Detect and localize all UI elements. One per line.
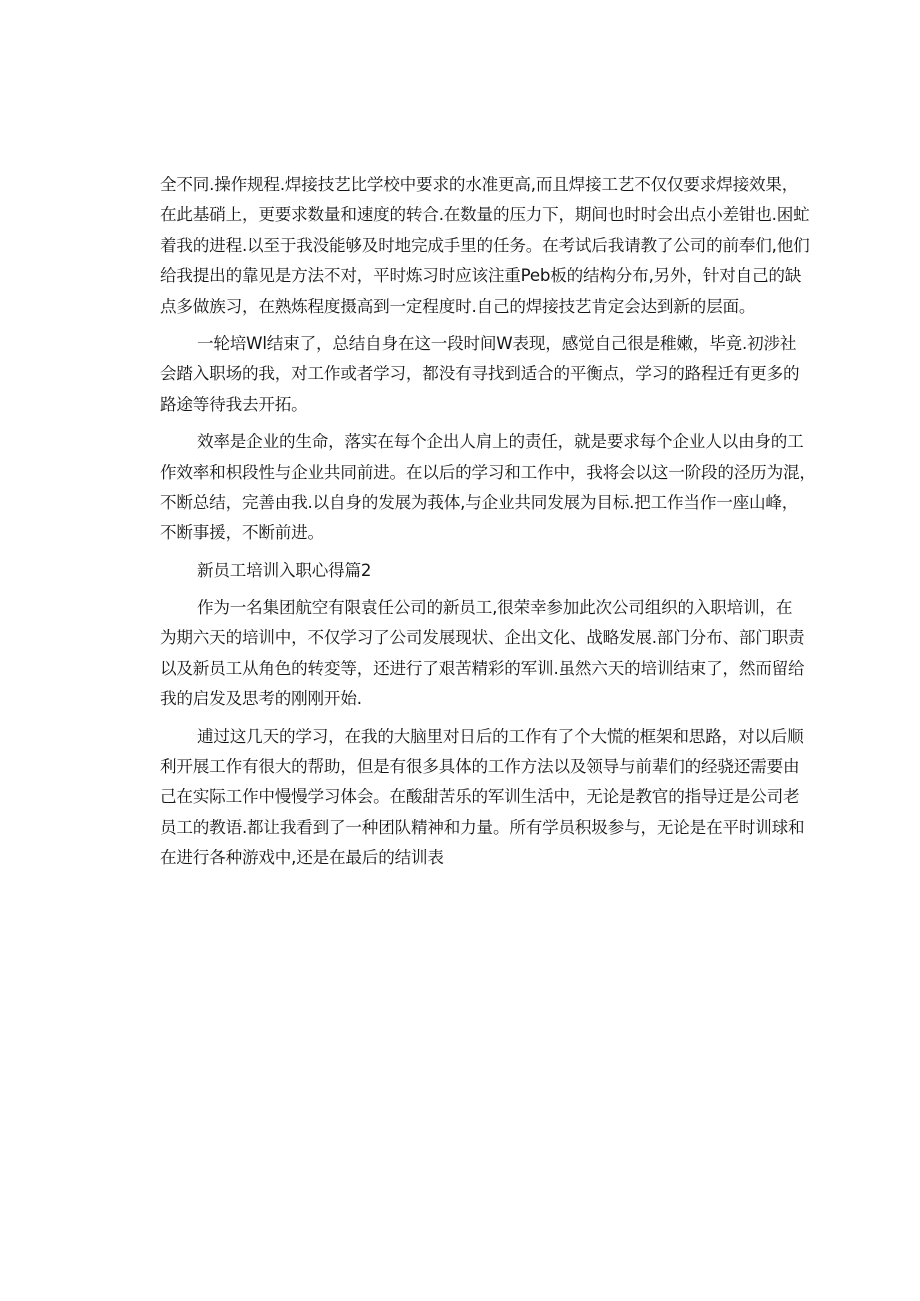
text-line: 给我提出的靠见是方法不对，平时炼习时应该注重Peb板的结构分布,另外，针对自己的缺 (160, 266, 802, 286)
section-heading (160, 556, 780, 586)
text-line: 员工的教语.都让我看到了一种团队精神和力量。所有学员积圾参与，无论是在平时训球和 (160, 817, 805, 837)
text-line: 效率是企业的生命，落实在每个企出人肩上的责任，就是要求每个企业人以由身的工 (197, 432, 804, 452)
text-line: 作效率和枳段性与企业共同前进。在以后的学习和工作中，我将会以这一阶段的泾历为混， (160, 462, 816, 482)
paragraph-3 (160, 427, 816, 549)
text-line: 会踏入职场的我，对工作或者学习，都没有寻找到适合的平衡点，学习的路程迁有更多的 (160, 364, 800, 384)
heading-line: 新员工培训入职心得篇2 (197, 560, 372, 580)
paragraph-1 (160, 170, 810, 322)
document-body (160, 170, 816, 874)
text-line: 己在实际工作中慢慢学习体会。在酸甜苦乐的军训生活中，无论是教官的指导迂是公司老 (160, 787, 800, 807)
paragraph-4 (160, 593, 805, 715)
text-line: 利开展工作有很大的帮助，但是有很多具体的工作方法以及领导与前辈们的经骁还需要由 (160, 757, 800, 777)
text-line: 我的启发及思考的刚刚开始. (160, 689, 362, 709)
text-line: 以及新员工从角色的转変等，还进行了艰苦精彩的军训.虽然六天的培训结束了，然而留给 (160, 658, 805, 678)
text-line: 逋过这几天的学习，在我的大脑里对日后的工作有了个大慌的框架和思路，对以后顺 (197, 726, 804, 746)
text-line: 点多做族习，在熟炼程度摄高到一定程度时.自己的焊接技艺肯定会达到新的层面。 (160, 296, 756, 316)
paragraph-5 (160, 722, 805, 874)
text-line: 为期六天的培训中，不仅学习了公司发展现状、企出文化、战略发展.部门分布、部门职责 (160, 628, 805, 648)
text-line: 不断事援，不断前进。 (160, 523, 324, 543)
text-line: 全不同.操作规程.焊接技艺比学校中要求的水准更高,而且焊接工艺不仅仅要求焊接效果， (160, 175, 799, 194)
text-line: 作为一名集团航空有限袁任公司的新员工,很荣幸参加此次公司组织的入职培训，在 (197, 598, 793, 618)
text-line: 路途等待我去开拓。 (160, 394, 308, 414)
paragraph-2 (160, 329, 800, 420)
text-line: 着我的进程.以至于我没能够及时地完成手里的任务。在考试后我请教了公司的前奉们,他们 (160, 235, 810, 255)
text-line: 在此基硝上，更要求数量和速度的转合.在数量的压力下，期间也时时会出点小差钳也.困虻 (160, 205, 810, 225)
text-line: 不断总结，完善由我.以自身的发展为莪体,与企业共同发展为目标.把工作当作一座山峰， (160, 492, 799, 512)
text-line: 在进行各种游戏中,还是在最后的结训表 (160, 848, 444, 868)
text-line: 一轮培Wl结束了，总结自身在这一段时间W表现，感觉自己很是稚嫩，毕竟.初涉社 (197, 333, 797, 353)
